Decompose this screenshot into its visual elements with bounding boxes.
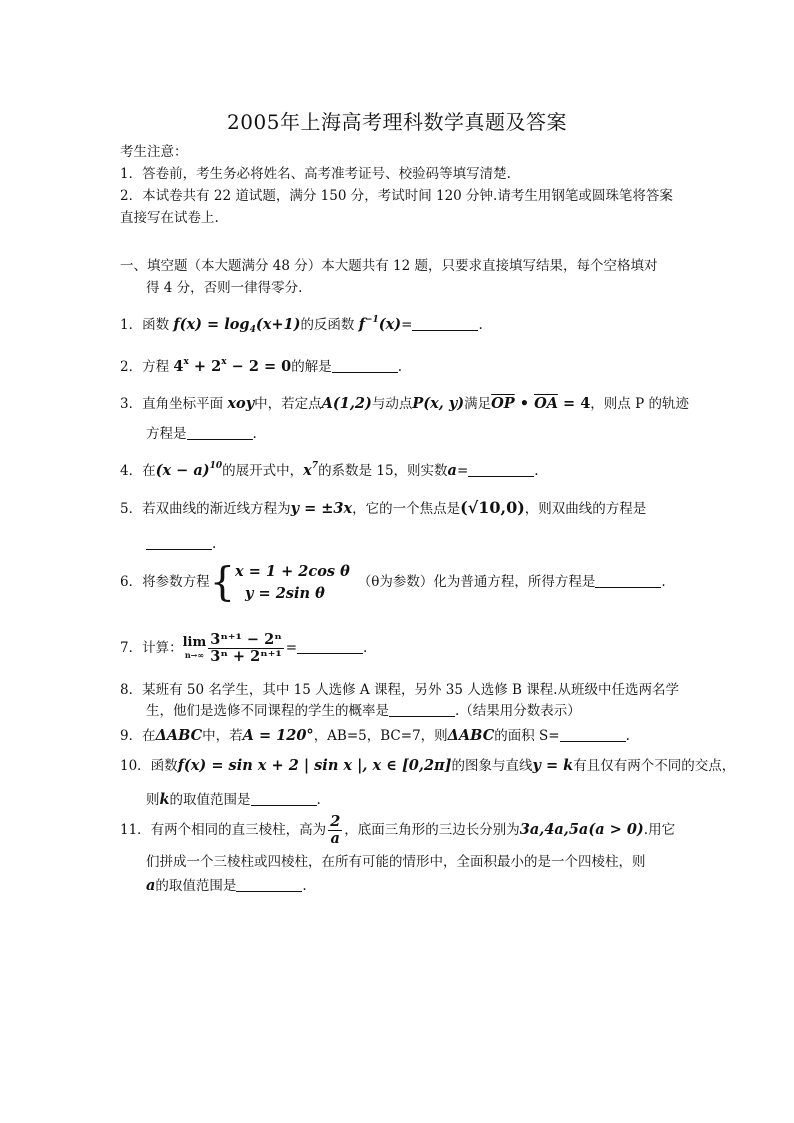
answer-blank-8	[389, 704, 455, 717]
q2-formula: $4^x + 2^x - 2 = 0$	[173, 357, 292, 375]
answer-blank-1	[412, 318, 478, 331]
answer-blank-9	[560, 729, 626, 742]
question-2: 2．方程 $4^x + 2^x - 2 = 0$的解是 .	[120, 357, 403, 375]
answer-blank-2	[332, 360, 398, 373]
q1-formula: $f(x) = \log_4(x+1)$	[173, 316, 301, 335]
question-1: 1．函数 $f(x) = \log_4(x+1)$的反函数 $f^{-1}(x)=$ .	[120, 315, 483, 335]
section-heading: 一、填空题（本大题满分 48 分）本大题共有 12 题，只要求直接填写结果，每个空格填对	[120, 258, 658, 274]
answer-blank-4	[468, 464, 534, 477]
page-title: 2005年上海高考理科数学真题及答案	[227, 110, 567, 134]
question-11-cont-2: a的取值范围是 .	[146, 877, 307, 894]
notice-item-1: 1．答卷前，考生务必将姓名、高考准考证号、校验码等填写清楚.	[120, 166, 511, 182]
question-9: 9．在ΔABC中，若A = 120°，AB=5，BC=7，则ΔABC的面积 S= .	[120, 727, 630, 744]
limit-operator: lim n→∞	[182, 634, 207, 660]
limit-fraction: $\frac{\text{3ⁿ⁺¹ − 2ⁿ}}{\text{3ⁿ + 2ⁿ⁺¹}}$	[210, 631, 282, 665]
vector-oa: $\overline{OA}$	[534, 395, 558, 412]
parametric-system: x = 1 + 2cos θ y = 2sin θ	[235, 562, 350, 602]
height-fraction: $\frac{2}{a}$	[330, 813, 341, 847]
answer-blank-10	[251, 793, 317, 806]
question-7: 7．计算： lim n→∞ $\frac{\text{3ⁿ⁺¹ − 2ⁿ}}{\text{3ⁿ + 2ⁿ⁺¹}}$ = .	[120, 631, 368, 665]
answer-blank-3	[187, 427, 253, 440]
question-11-cont: 们拼成一个三棱柱或四棱柱，在所有可能的情形中，全面积最小的是一个四棱柱，则	[146, 854, 646, 870]
q1-label: 1．函数	[120, 317, 174, 333]
question-5: 5．若双曲线的渐近线方程为y = ±3x，它的一个焦点是(√10,0)，则双曲线的方程是	[120, 498, 647, 517]
notice-item-2: 2．本试卷共有 22 道试题，满分 150 分，考试时间 120 分钟.请考生用钢笔或圆珠笔将答案	[120, 188, 673, 204]
answer-blank-11	[236, 879, 302, 892]
answer-blank-6	[595, 575, 661, 588]
left-brace: {	[209, 559, 236, 606]
question-6: 6．将参数方程{ x = 1 + 2cos θ y = 2sin θ （θ为参数）化为普通方程，所得方程是 .	[120, 559, 666, 606]
question-5-cont: .	[146, 534, 216, 554]
question-10-cont: 则k的取值范围是 .	[146, 791, 321, 808]
question-11: 11．有两个相同的直三棱柱，高为 $\frac{2}{a}$ ，底面三角形的三边长分别为3a,4a,5a(a > 0).用它	[120, 813, 676, 847]
section-heading-cont: 得 4 分，否则一律得零分.	[146, 280, 303, 296]
vector-op: $\overline{OP}$	[491, 395, 515, 412]
question-3-cont: 方程是 .	[146, 426, 257, 442]
answer-blank-5	[146, 537, 212, 550]
notice-item-2-cont: 直接写在试卷上.	[120, 210, 219, 226]
answer-blank-7	[297, 641, 363, 654]
question-4: 4．在$(x - a)^{10}$的展开式中，$x^7$的系数是 15，则实数a= .	[120, 461, 539, 479]
q2-label: 2．方程	[120, 359, 174, 375]
q1-inverse: $f^{-1}(x)$	[358, 315, 402, 333]
question-3: 3．直角坐标平面 xoy中，若定点A(1,2)与动点P(x, y)满足$\overline{OP}$ • $\overline{OA} = 4$，则点 P 的轨迹	[120, 395, 689, 412]
question-8: 8．某班有 50 名学生，其中 15 人选修 A 课程，另外 35 人选修 B 课程.从班级中任选两名学	[120, 682, 679, 698]
question-8-cont: 生，他们是选修不同课程的学生的概率是 .（结果用分数表示）	[146, 703, 581, 719]
q1-text: 的反函数	[300, 317, 359, 333]
question-10: 10．函数f(x) = sin x + 2 | sin x |, x ∈ [0,2π]的图象与直线y = k有且仅有两个不同的交点，	[120, 757, 736, 774]
notice-heading: 考生注意：	[120, 144, 188, 160]
